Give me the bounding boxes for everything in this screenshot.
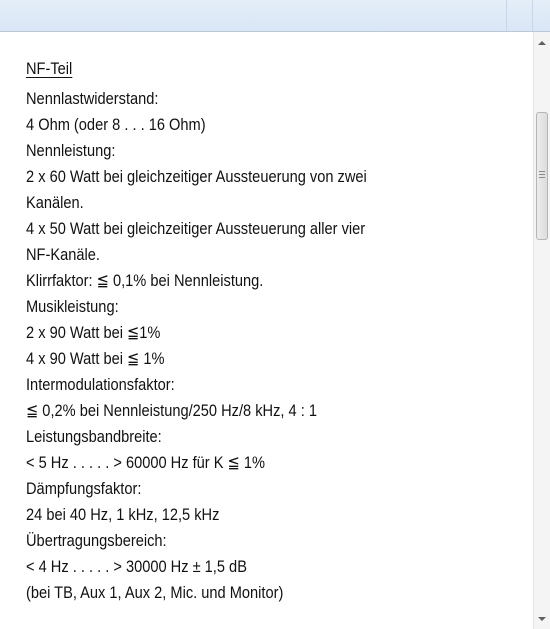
section-heading: NF-Teil xyxy=(26,59,73,78)
scrollbar-thumb[interactable] xyxy=(536,112,548,240)
scroll-grip-icon xyxy=(539,177,545,178)
spec-line: Klirrfaktor: ≦ 0,1% bei Nennleistung. xyxy=(26,271,264,290)
spec-line: Dämpfungsfaktor: xyxy=(26,479,142,498)
document-content xyxy=(26,58,460,606)
spec-line: NF-Kanäle. xyxy=(26,245,100,264)
spec-line: Nennleistung: xyxy=(26,141,116,160)
spec-line: Nennlastwiderstand: xyxy=(26,89,159,108)
spec-line: 4 x 90 Watt bei ≦ 1% xyxy=(26,349,165,368)
window-top-bar xyxy=(0,0,550,32)
spec-line: < 4 Hz . . . . . > 30000 Hz ± 1,5 dB xyxy=(26,557,247,576)
spec-line: Intermodulationsfaktor: xyxy=(26,375,175,394)
spec-line: 4 Ohm (oder 8 . . . 16 Ohm) xyxy=(26,115,206,134)
spec-line: Kanälen. xyxy=(26,193,84,212)
spec-line: 4 x 50 Watt bei gleichzeitiger Aussteuerung aller vier xyxy=(26,219,366,238)
top-bar-divider xyxy=(506,0,507,31)
scroll-grip-icon xyxy=(539,174,545,175)
scroll-down-arrow-icon[interactable] xyxy=(534,610,550,627)
scroll-up-arrow-icon[interactable] xyxy=(534,34,550,51)
spec-line: Leistungsbandbreite: xyxy=(26,427,162,446)
spec-line: 2 x 60 Watt bei gleichzeitiger Aussteuerung von zwei xyxy=(26,167,367,186)
spec-line: ≦ 0,2% bei Nennleistung/250 Hz/8 kHz, 4 : 1 xyxy=(26,401,318,420)
spec-line: 2 x 90 Watt bei ≦1% xyxy=(26,323,161,342)
spec-line: Übertragungsbereich: xyxy=(26,531,167,550)
spec-line: (bei TB, Aux 1, Aux 2, Mic. und Monitor) xyxy=(26,583,284,602)
scroll-grip-icon xyxy=(539,171,545,172)
vertical-scrollbar[interactable] xyxy=(533,32,550,629)
top-bar-divider xyxy=(532,0,533,31)
spec-line: 24 bei 40 Hz, 1 kHz, 12,5 kHz xyxy=(26,505,220,524)
spec-line: Musikleistung: xyxy=(26,297,119,316)
spec-line: < 5 Hz . . . . . > 60000 Hz für K ≦ 1% xyxy=(26,453,265,472)
